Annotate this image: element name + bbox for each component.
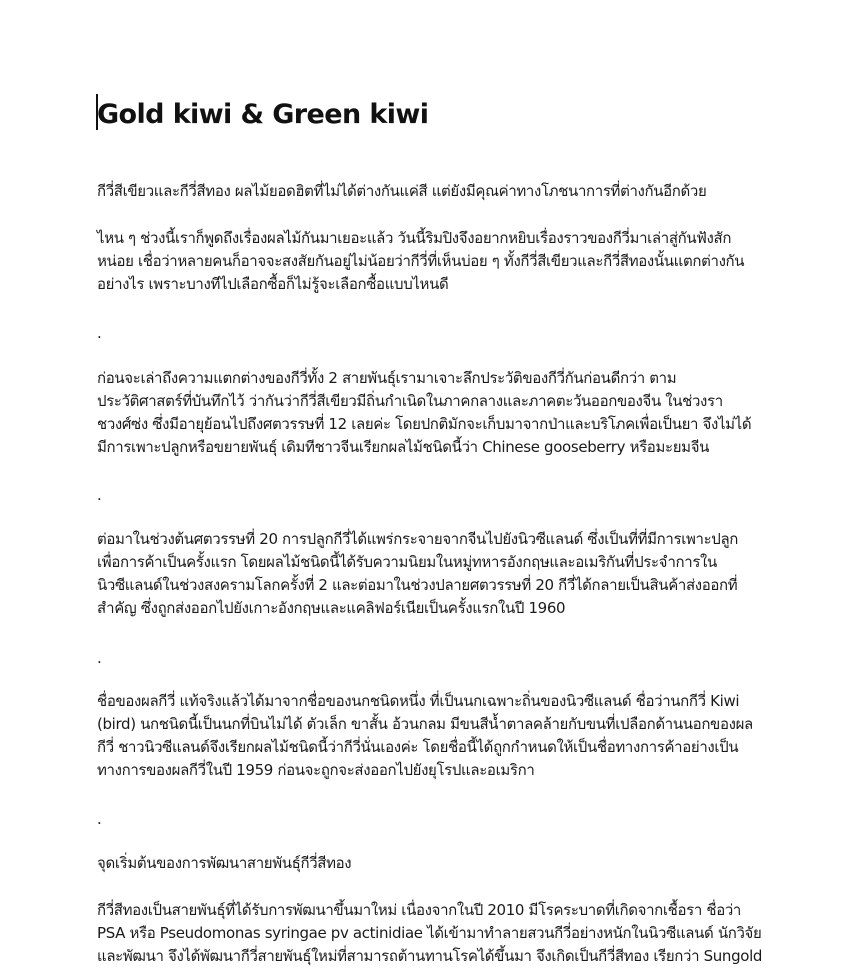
paragraph-line: กีวี่สีเขียวและกีวี่สีทอง ผลไม้ยอดฮิตที่ไม่ได้ต่างกันแค่สี แต่ยังมีคุณค่าทางโภชนาการที่ต่างกันอีกด้วย (97, 182, 707, 200)
paragraph-line: (bird) นกชนิดนี้เป็นนกที่บินไม่ได้ ตัวเล็ก ขาสั้น อ้วนกลม มีขนสีน้ำตาลคล้ายกับขนที่เปลือกด้านนอกของผล (97, 715, 753, 733)
separator-dot: . (97, 649, 102, 667)
paragraph-line: เพื่อการค้าเป็นครั้งแรก โดยผลไม้ชนิดนี้ได้รับความนิยมในหมู่ทหารอังกฤษและอเมริกันที่ประจำการใน (97, 553, 717, 571)
paragraph-line: กีวี่ ชาวนิวซีแลนด์จึงเรียกผลไม้ชนิดนี้ว่ากีวี่นั่นเองค่ะ โดยชื่อนี้ได้ถูกกำหนดให้เป็นชื่อทางการค้าอย่างเป็น (97, 738, 739, 756)
paragraph-line: ก่อนจะเล่าถึงความแตกต่างของกีวี่ทั้ง 2 สายพันธุ์เรามาเจาะลึกประวัติของกีวี่กันก่อนดีกว่า ตาม (97, 369, 677, 387)
separator-dot: . (97, 810, 102, 828)
paragraph-line: ประวัติศาสตร์ที่บันทึกไว้ ว่ากันว่ากีวี่สีเขียวมีถิ่นกำเนิดในภาคกลางและภาคตะวันออกของจีน ในช่วงรา (97, 392, 723, 410)
separator-dot: . (97, 486, 102, 504)
separator-dot: . (97, 324, 102, 342)
document-title[interactable]: Gold kiwi & Green kiwi (97, 99, 429, 130)
paragraph-5[interactable] (97, 899, 763, 968)
paragraph-line: อย่างไร เพราะบางทีไปเลือกซื้อก็ไม่รู้จะเลือกซื้อแบบไหนดี (97, 275, 449, 293)
section-heading[interactable]: จุดเริ่มต้นของการพัฒนาสายพันธุ์กีวี่สีทอง (97, 854, 352, 872)
paragraph-4[interactable] (97, 690, 757, 782)
paragraph-3[interactable] (97, 528, 757, 620)
paragraph-line: PSA หรือ Pseudomonas syringae pv actinidiae ได้เข้ามาทำลายสวนกีวี่อย่างหนักในนิวซีแลนด์ นักวิจัย (97, 924, 762, 942)
paragraph-line: มีการเพาะปลูกหรือขยายพันธุ์ เดิมทีชาวจีนเรียกผลไม้ชนิดนี้ว่า Chinese gooseberry หรือมะยมจีน (97, 438, 710, 456)
paragraph-line: และพัฒนา จึงได้พัฒนากีวี่สายพันธุ์ใหม่ที่สามารถต้านทานโรคได้ขึ้นมา จึงเกิดเป็นกีวี่สีทอง เรียกว่า Sungold (97, 947, 763, 965)
paragraph-line: หน่อย เชื่อว่าหลายคนก็อาจจะสงสัยกันอยู่ไม่น้อยว่ากีวี่ที่เห็นบ่อย ๆ ทั้งกีวี่สีเขียวและกีวี่สีทองนั้นแตกต่างกัน (97, 252, 745, 270)
paragraph-2[interactable] (97, 367, 757, 459)
intro-paragraph[interactable] (97, 180, 757, 203)
paragraph-line: ต่อมาในช่วงต้นศตวรรษที่ 20 การปลูกกีวี่ได้แพร่กระจายจากจีนไปยังนิวซีแลนด์ ซึ่งเป็นที่ที่มีการเพาะปลูก (97, 530, 739, 548)
paragraph-line: ชื่อของผลกีวี่ แท้จริงแล้วได้มาจากชื่อของนกชนิดหนึ่ง ที่เป็นนกเฉพาะถิ่นของนิวซีแลนด์ ชื่อว่านกกีวี่ Kiwi (97, 692, 740, 710)
paragraph-line: ชวงศ์ซ่ง ซึ่งมีอายุย้อนไปถึงศตวรรษที่ 12 เลยค่ะ โดยปกติมักจะเก็บมาจากป่าและบริโภคเพื่อเป็นยา จึงไม่ได้ (97, 415, 752, 433)
paragraph-line: นิวซีแลนด์ในช่วงสงครามโลกครั้งที่ 2 และต่อมาในช่วงปลายศตวรรษที่ 20 กีวี่ได้กลายเป็นสินค้าส่งออกที่ (97, 576, 738, 594)
paragraph-line: กีวี่สีทองเป็นสายพันธุ์ที่ได้รับการพัฒนาขึ้นมาใหม่ เนื่องจากในปี 2010 มีโรคระบาดที่เกิดจากเชื้อรา ชื่อว่า (97, 901, 741, 919)
paragraph-line: ทางการของผลกีวี่ในปี 1959 ก่อนจะถูกจะส่งออกไปยังยุโรปและอเมริกา (97, 761, 535, 779)
paragraph-line: สำคัญ ซึ่งถูกส่งออกไปยังเกาะอังกฤษและแคลิฟอร์เนียเป็นครั้งแรกในปี 1960 (97, 599, 566, 617)
paragraph-1[interactable] (97, 227, 757, 296)
paragraph-line: ไหน ๆ ช่วงนี้เราก็พูดถึงเรื่องผลไม้กันมาเยอะแล้ว วันนี้ริมปิงจึงอยากหยิบเรื่องราวของกีวี่มาเล่าสู่กันฟังสัก (97, 229, 732, 247)
